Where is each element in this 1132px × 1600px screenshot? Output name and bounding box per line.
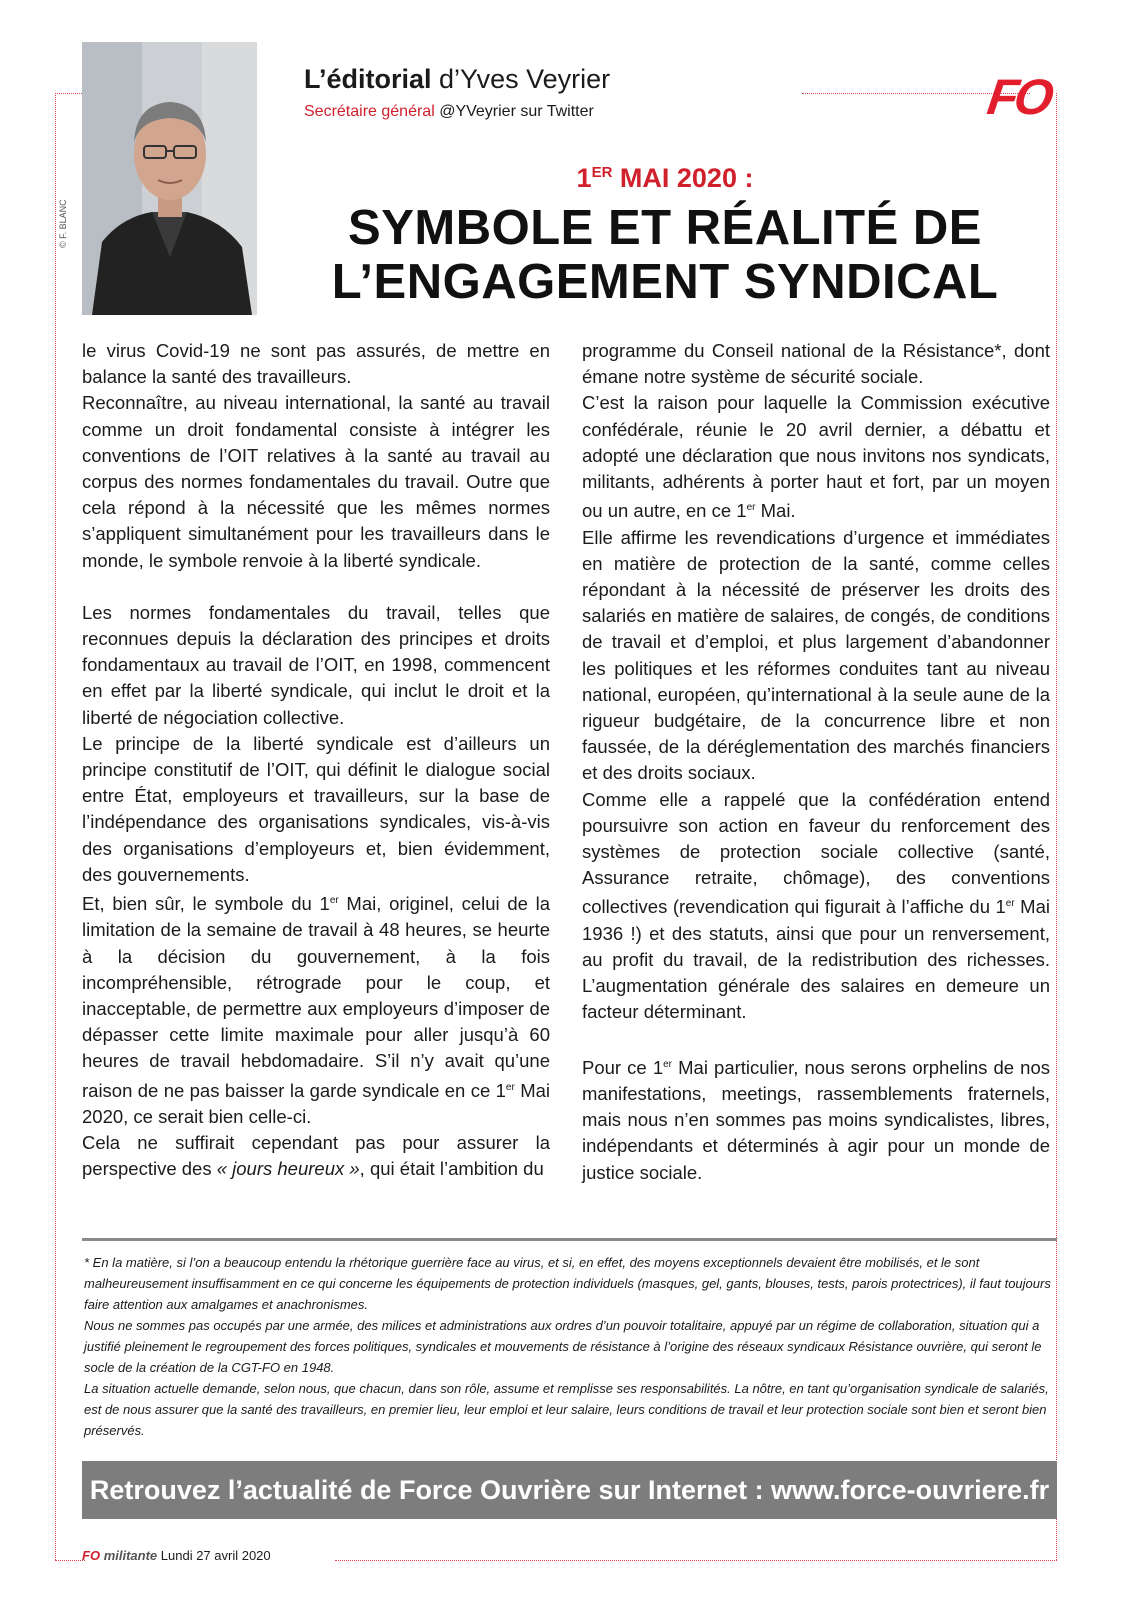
editorial-label: L’éditorial: [304, 64, 432, 94]
paragraph: programme du Conseil national de la Résistance*, dont émane notre système de sécurité sociale.: [582, 340, 1050, 388]
paragraph: Reconnaître, au niveau international, la santé au travail comme un droit fondamental consiste à intégrer les conventions de l’OIT relatives à la santé au travail au corpus des normes fondamentales du travail. Outre que cela répond à la nécessité que les mêmes normes s’appliquent simultanément pour les travailleurs dans le monde, le symbole renvoie à la liberté syndicale.: [82, 392, 550, 571]
footer-magazine-name: militante: [103, 1548, 158, 1563]
footnote: * En la matière, si l’on a beaucoup entendu la rhétorique guerrière face au virus, et si, en effet, des moyens exceptionnels devaient être mobilisés, et le sont malheureusement insuffisamment en ce qui concerne les équipements de protection individuels (masques, gel, gants, blouses, tests, parois protectrices), il faut toujours faire attention aux amalgames et anachronismes.: [84, 1255, 1051, 1312]
website-banner: Retrouvez l’actualité de Force Ouvrière sur Internet : www.force-ouvriere.fr: [82, 1461, 1057, 1519]
paragraph: Comme elle a rappelé que la confédération entend poursuivre son action en faveur du renforcement des systèmes de protection sociale collective (santé, Assurance retraite, chômage), des conventions collectives (revendication qui figurait à l’affiche du 1er Mai 1936 !) et des statuts, ainsi que pour un renversement, au profit du travail, de la redistribution des richesses. L’augmentation générale des salaires en demeure un facteur déterminant.: [582, 788, 1050, 1023]
fo-logo: FO: [984, 69, 1054, 125]
frame-line-top-left: [55, 93, 82, 94]
paragraph: Pour ce 1er Mai particulier, nous serons orphelins de nos manifestations, meetings, rassemblements fraternels, mais nous n’en sommes pas moins syndicalistes, libres, indépendants et déterminés à agir pour un monde de justice sociale.: [582, 1056, 1051, 1183]
frame-line-left: [55, 93, 56, 1560]
paragraph: Et, bien sûr, le symbole du 1er Mai, originel, celui de la limitation de la semaine de travail à 48 heures, se heurte à la décision du gouvernement, à la fois incompréhensible, rétrograde pour le coup, et inacceptable, de permettre aux employeurs d’imposer de dépasser cette limite maximale pour aller jusqu’à 60 heures de travail hebdomadaire. S’il n’y avait qu’une raison de ne pas baisser la garde syndicale en ce 1er Mai 2020, ce serait bien celle-ci.: [82, 893, 551, 1127]
paragraph: Le principe de la liberté syndicale est d’ailleurs un principe constitutif de l’OIT, qui définit le dialogue social entre État, employeurs et travailleurs, sur la base de l’indépendance des organisations syndicales, vis-à-vis des organisations d’employeurs et, bien évidemment, des gouvernements.: [82, 732, 550, 885]
paragraph: Elle affirme les revendications d’urgence et immédiates en matière de protection de la santé, comme celles répondant à la nécessité de préserver les droits des salariés en matière de salaires, de congés, de conditions de travail et d’emploi, et plus largement d’abandonner les politiques et les réformes conduites tant au niveau national, européen, qu’international à la seule aune de la rigueur budgétaire, de la concurrence libre et non faussée, de la déréglementation des marchés financiers et des droits sociaux.: [582, 526, 1050, 784]
article-column-right: [582, 338, 1050, 1186]
footer-date: Lundi 27 avril 2020: [160, 1548, 271, 1563]
author-portrait-photo: [82, 42, 257, 315]
frame-line-bottom-left: [55, 1560, 85, 1561]
headline-line-1: SYMBOLE ET RÉALITÉ DE: [348, 201, 982, 255]
article-column-left: [82, 338, 550, 1183]
footnote: La situation actuelle demande, selon nous, que chacun, dans son rôle, assume et remplisse ses responsabilités. La nôtre, en tant qu’organisation syndicale de salariés, est de nous assurer que la santé des travailleurs, en premier lieu, leur emploi et leur salaire, leurs conditions de travail et leur protection sociale sont bien et seront bien préservés.: [84, 1381, 1049, 1438]
author-twitter-handle: @YVeyrier sur Twitter: [434, 103, 594, 120]
footnote: Nous ne sommes pas occupés par une armée, des milices et administrations aux ordres d’un pouvoir totalitaire, appuyé par un régime de collaboration, situation qui a justifié pleinement le regroupement des forces politiques, syndicales et mouvements de résistance à l’origine des réseaux syndicaux Résistance ouvrière, qui seront le socle de la création de la CGT-FO en 1948.: [84, 1318, 1042, 1375]
headline-date: 1ER MAI 2020 :: [576, 163, 754, 193]
photo-credit: © F. BLANC: [58, 199, 68, 248]
page-footer: [82, 1548, 271, 1563]
footnotes: [84, 1252, 1054, 1441]
paragraph: Les normes fondamentales du travail, telles que reconnues depuis la déclaration des principes et droits fondamentaux au travail de l’OIT, en 1998, commencent en effet par la liberté syndicale, qui inclut le droit et la liberté de négociation collective.: [82, 601, 550, 728]
frame-line-bottom-right: [335, 1560, 1057, 1561]
footnote-divider: [82, 1238, 1057, 1241]
author-role: Secrétaire général: [304, 103, 435, 120]
paragraph: C’est la raison pour laquelle la Commission exécutive confédérale, réunie le 20 avril dernier, a débattu et adopté une déclaration que nous invitons nos syndicats, militants, adhérents à porter haut et fort, par un moyen ou un autre, en ce 1er Mai.: [582, 392, 1050, 522]
editorial-author: d’Yves Veyrier: [431, 64, 611, 94]
paragraph: Cela ne suffirait cependant pas pour assurer la perspective des « jours heureux », qui était l’ambition du: [82, 1132, 550, 1180]
author-subtitle: [304, 103, 594, 121]
frame-line-right: [1056, 93, 1057, 1560]
editorial-title: [304, 64, 610, 95]
headline-line-2: L’ENGAGEMENT SYNDICAL: [331, 255, 999, 309]
paragraph: le virus Covid-19 ne sont pas assurés, de mettre en balance la santé des travailleurs.: [82, 340, 550, 388]
footer-fo-logo: FO: [82, 1548, 101, 1563]
